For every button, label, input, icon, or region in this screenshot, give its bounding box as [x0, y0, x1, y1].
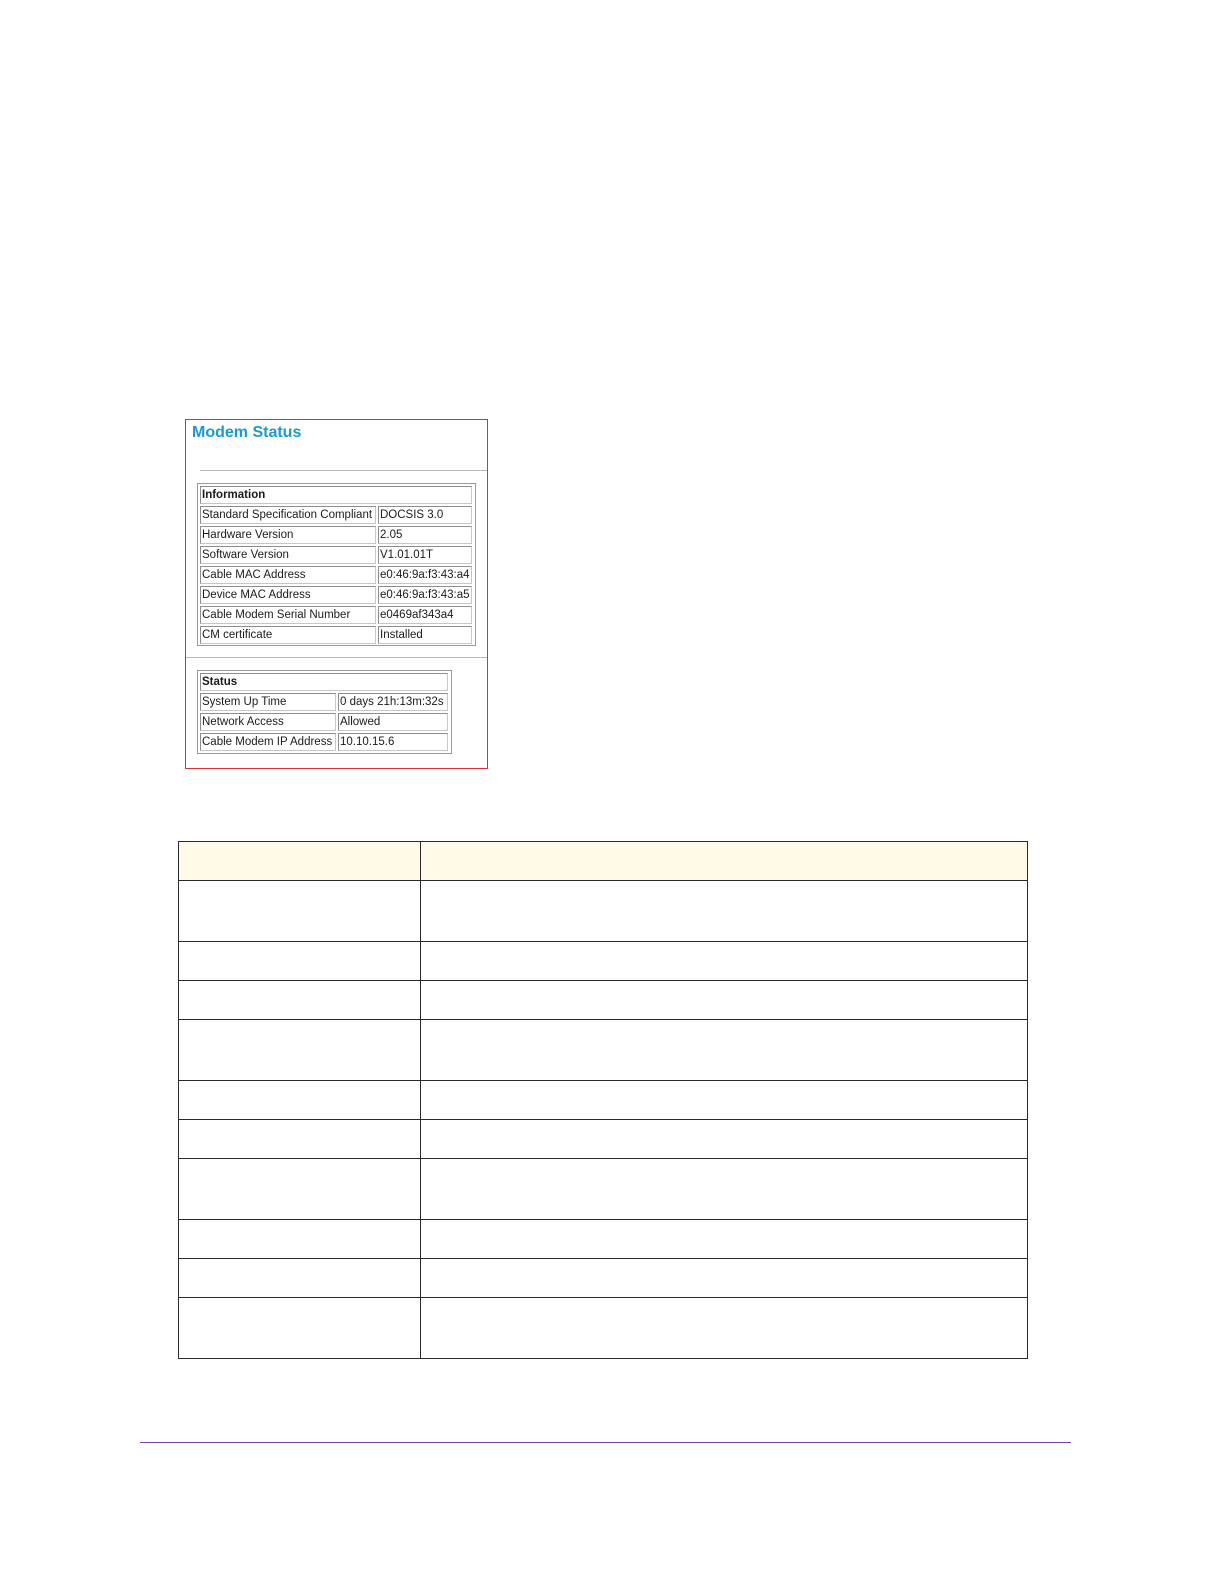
panel-title: Modem Status	[192, 424, 302, 441]
table-row	[179, 942, 1028, 981]
status-label: Network Access	[200, 713, 336, 731]
table-cell	[421, 942, 1028, 981]
info-value: e0469af343a4	[378, 606, 472, 624]
table-header-row	[179, 842, 1028, 881]
table-cell	[179, 1259, 421, 1298]
table-cell	[421, 881, 1028, 942]
table-row	[179, 1298, 1028, 1359]
status-header: Status	[200, 673, 448, 691]
info-value: V1.01.01T	[378, 546, 472, 564]
info-label: Cable Modem Serial Number	[200, 606, 376, 624]
table-cell	[421, 1298, 1028, 1359]
table-cell	[179, 1081, 421, 1120]
info-label: Standard Specification Compliant	[200, 506, 376, 524]
status-label: System Up Time	[200, 693, 336, 711]
info-value: e0:46:9a:f3:43:a4	[378, 566, 472, 584]
status-label: Cable Modem IP Address	[200, 733, 336, 751]
footer-divider	[140, 1442, 1071, 1443]
info-value: DOCSIS 3.0	[378, 506, 472, 524]
information-header: Information	[200, 486, 472, 504]
table-cell	[179, 942, 421, 981]
table-cell	[179, 1298, 421, 1359]
table-row	[179, 1120, 1028, 1159]
table-row	[179, 881, 1028, 942]
info-label: Device MAC Address	[200, 586, 376, 604]
table-row	[179, 1159, 1028, 1220]
table-row	[200, 626, 472, 644]
table-cell	[179, 1220, 421, 1259]
table-row	[200, 586, 472, 604]
status-value: Allowed	[338, 713, 448, 731]
table-row	[200, 606, 472, 624]
table-row	[179, 1259, 1028, 1298]
modem-status-screenshot	[185, 419, 488, 769]
table-cell	[421, 1220, 1028, 1259]
table-row	[200, 693, 448, 711]
table-cell	[421, 1020, 1028, 1081]
table-cell	[179, 1159, 421, 1220]
status-value: 0 days 21h:13m:32s	[338, 693, 448, 711]
table-cell	[179, 981, 421, 1020]
table-cell	[179, 1120, 421, 1159]
table-cell	[179, 1020, 421, 1081]
divider	[200, 470, 487, 471]
table-row	[179, 1081, 1028, 1120]
table-cell	[421, 1159, 1028, 1220]
info-value: Installed	[378, 626, 472, 644]
status-table	[197, 670, 452, 754]
header-cell	[179, 842, 421, 881]
table-cell	[179, 881, 421, 942]
status-value: 10.10.15.6	[338, 733, 448, 751]
table-cell	[421, 981, 1028, 1020]
info-value: e0:46:9a:f3:43:a5	[378, 586, 472, 604]
table-row	[200, 566, 472, 584]
table-row	[179, 1020, 1028, 1081]
table-row	[179, 1220, 1028, 1259]
table-row	[200, 546, 472, 564]
info-label: Cable MAC Address	[200, 566, 376, 584]
table-row	[200, 506, 472, 524]
information-table	[197, 483, 476, 646]
table-row	[200, 526, 472, 544]
info-value: 2.05	[378, 526, 472, 544]
table-row	[200, 713, 448, 731]
field-description-table	[178, 841, 1028, 1359]
table-row	[200, 733, 448, 751]
info-label: Software Version	[200, 546, 376, 564]
info-label: Hardware Version	[200, 526, 376, 544]
info-label: CM certificate	[200, 626, 376, 644]
table-cell	[421, 1120, 1028, 1159]
table-cell	[421, 1081, 1028, 1120]
table-row	[179, 981, 1028, 1020]
header-cell	[421, 842, 1028, 881]
divider	[186, 657, 487, 658]
table-cell	[421, 1259, 1028, 1298]
